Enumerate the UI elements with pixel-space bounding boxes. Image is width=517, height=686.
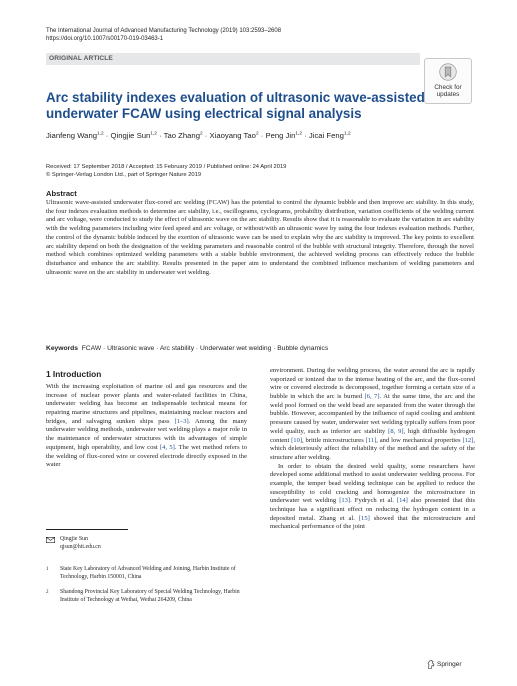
citation-link[interactable]: [11] xyxy=(365,436,377,444)
citation-link[interactable]: [6, 7] xyxy=(364,393,380,401)
author[interactable]: Jianfeng Wang$^{1,2}$ xyxy=(46,131,104,140)
publication-dates xyxy=(46,163,286,179)
body-column-left xyxy=(46,383,247,470)
footnote-divider xyxy=(46,529,128,530)
corresponding-author-email[interactable]: qjsun@hit.edu.cn xyxy=(60,543,101,550)
author[interactable]: Jicai Feng$^{1,2}$ xyxy=(308,131,351,140)
envelope-icon xyxy=(46,537,55,543)
citation-link[interactable]: [10] xyxy=(291,436,303,444)
check-badge-line1: Check for xyxy=(434,84,462,91)
citation-link[interactable]: [1–3] xyxy=(174,417,189,425)
copyright-line: © Springer-Verlag London Ltd., part of Springer Nature 2019 xyxy=(46,172,202,178)
author[interactable]: Tao Zhang$^2$ xyxy=(163,131,203,140)
citation-link[interactable]: [4, 5] xyxy=(159,443,175,451)
corresponding-author-name: Qingjie Sun xyxy=(60,536,88,542)
keywords xyxy=(46,345,328,352)
publisher-name: Springer xyxy=(437,661,462,668)
springer-horse-icon xyxy=(427,660,435,669)
abstract-text: Ultrasonic wave-assisted underwater flux-cored arc welding (FCAW) has the potential to control the dynamic bubble and then improve arc stability. In this study, the four indexes evaluation methods to determine arc stability, i.e., oscillograms, cyclograms, probability distribution, variation coefficients of the welding current and arc voltage, were conducted to study the effect of ultrasonic wave on the arc stability. Results show that it is reasonable to evaluate the variation in arc stability with the welding parameters including wire feed speed and arc voltage, or without/with an ultrasonic wave by using the four indexes evaluation methods. Further, the control of the dynamic bubble induced by the exertion of ultrasonic wave can be used to explain why the arc stability is improved. The key points to excellent arc stability depend on both the designation of the welding parameters and reasonable control of the bubble with structural integrity. Therefore, through the novel method which combines optimized welding parameters with a stable bubble environment, the achieved welding process can effectively reduce the bubble disturbance and enhance the arc stability. Results presented in the paper aim to understand the combined influence mechanism of welding parameters and ultrasonic wave on the arc stability in underwater wet welding. xyxy=(46,199,474,276)
paragraph: environment. During the welding process, the water around the arc is rapidly vaporized or ionized due to the intense heating of the arc, and the flux-cored wire or covered electrode is decomposed, together forming a certain size of a bubble in which the arc is burned [6, 7]. At the same time, the arc and the weld pool formed on the weld bead are separated from the water through the bubble. However, accompanied by the influence of rapid cooling and ambient pressure caused by water, underwater wet welding typically suffers from poor weld quality, such as inferior arc stability [8, 9], high diffusible hydrogen content [10], brittle microstructures [11], and low mechanical properties [12], which deleteriously affect the reliability of the method and the safety of the structure after welding. xyxy=(270,367,476,461)
journal-citation: The International Journal of Advanced Manufacturing Technology (2019) 103:2593–2608 xyxy=(46,28,282,34)
journal-doi-link[interactable]: https://doi.org/10.1007/s00170-019-03463-1 xyxy=(46,36,164,42)
affiliation-marker: 1 xyxy=(46,567,49,572)
check-badge-line2: updates xyxy=(436,91,460,98)
keywords-label: Keywords xyxy=(46,345,78,352)
author[interactable]: Qingjie Sun$^{1,2}$ xyxy=(110,131,157,140)
article-type-label: ORIGINAL ARTICLE xyxy=(49,55,113,62)
bookmark-icon xyxy=(439,63,457,81)
affiliation-marker: 2 xyxy=(46,590,49,595)
body-column-right xyxy=(270,367,475,532)
paragraph: With the increasing exploitation of marine oil and gas resources and the increase of nuclear power plants and water-related facilities in China, underwater welding has become an indispensable technical means for repairing marine structures and pipelines, maintaining nuclear reactors and bridges, and salvaging sunken ships pass [1–3]. Among the many underwater welding methods, underwater wet welding plays a major role in the maintenance of underwater structures with its advantages of simple equipment, high operability, and low cost [4, 5]. The wet method refers to the welding of flux-cored wire or covered electrode directly exposed in the water xyxy=(46,383,247,469)
article-title: Arc stability indexes evaluation of ultrasonic wave-assisted underwater FCAW using electrical signal analysis xyxy=(46,90,425,121)
citation-link[interactable]: [14] xyxy=(396,497,408,505)
section-heading: 1 Introduction xyxy=(46,369,102,379)
affiliation-text: State Key Laboratory of Advanced Welding and Joining, Harbin Institute of Technology, Harbin 150001, China xyxy=(60,566,236,580)
author-list: Jianfeng Wang$^{1,2}$ · Qingjie Sun$^{1,2}$ · Tao Zhang$^2$ · Xiaoyang Tao$^2$ · Peng Jin$^{1,2}$ · Jicai Feng$^{1,2}$ xyxy=(46,131,351,140)
affiliation-2 xyxy=(46,589,246,604)
publisher-logo xyxy=(427,660,462,669)
affiliation-text: Shandong Provincial Key Laboratory of Special Welding Technology, Harbin Institute of Technology at Weihai, Weihai 264209, China xyxy=(60,589,240,603)
author[interactable]: Xiaoyang Tao$^2$ xyxy=(209,131,259,140)
citation-link[interactable]: [12] xyxy=(462,436,474,444)
keywords-list: FCAW · Ultrasonic wave · Arc stability · Underwater wet welding · Bubble dynamics xyxy=(81,345,329,352)
citation-link[interactable]: [13] xyxy=(339,497,351,505)
check-for-updates-badge[interactable] xyxy=(424,58,472,104)
paragraph: In order to obtain the desired weld quality, some researchers have developed some additional method to assist underwater welding process. For example, the temper bead welding technique can be applied to reduce the susceptibility to cold cracking and homogenize the microstructure in underwater wet welding [13]. Fydrych et al. [14] also presented that this technique has a significant effect on reducing the hydrogen content in a deposited metal. Zhang et al. [15] showed that the microstructure and mechanical performance of the joint xyxy=(270,462,475,531)
affiliation-1 xyxy=(46,566,246,581)
citation-link[interactable]: [15] xyxy=(358,514,370,522)
dates-line: Received: 17 September 2018 / Accepted: 15 February 2019 / Published online: 24 April 2019 xyxy=(46,164,287,170)
journal-header xyxy=(46,27,281,43)
abstract-heading: Abstract xyxy=(46,189,77,198)
article-type-bar xyxy=(46,53,420,65)
corresponding-author xyxy=(46,536,246,551)
citation-link[interactable]: [8, 9] xyxy=(388,427,404,435)
author[interactable]: Peng Jin$^{1,2}$ xyxy=(265,131,303,140)
